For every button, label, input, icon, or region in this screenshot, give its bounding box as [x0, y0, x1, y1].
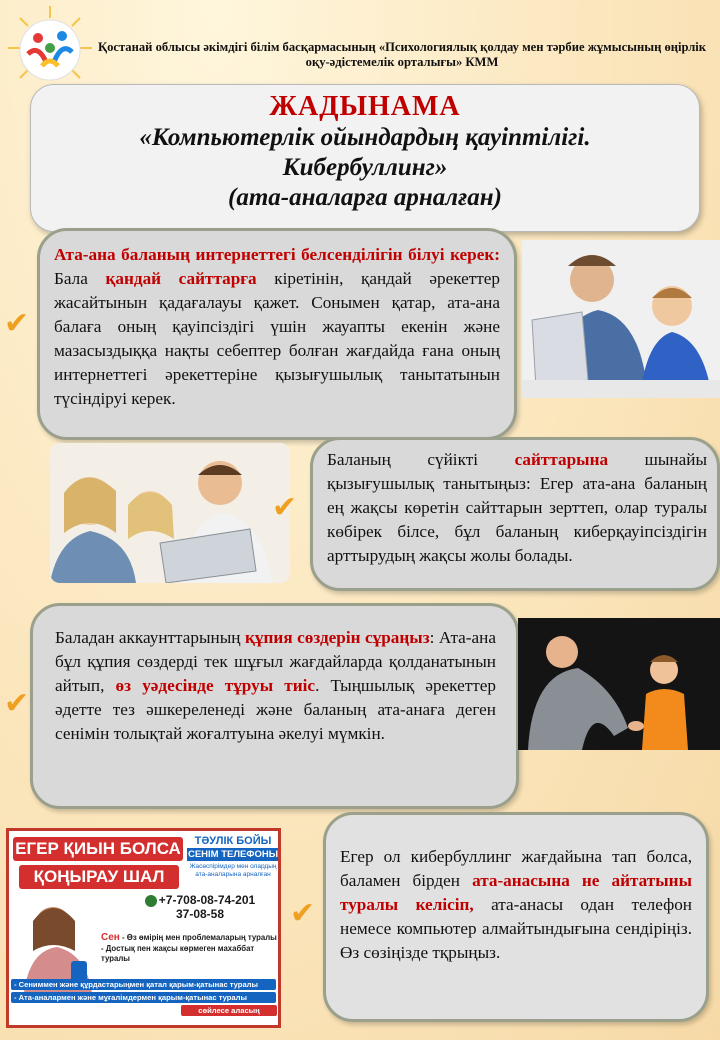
- hotline-banners: - Сениммен және құрдастарыңмен қатал қарым-қатынас туралы - Ата-аналармен және мұғалімдермен қарым-қатынас туралы сөйлесе аласың: [11, 977, 276, 1016]
- hotline-audience: Жасөспірімдер мен олардың ата-аналарына арналған: [189, 863, 277, 878]
- photo-family-laptop: [50, 443, 290, 583]
- tip-card-3: [30, 603, 519, 809]
- hotline-trust-phone: СЕНІМ ТЕЛЕФОНЫ: [187, 849, 279, 860]
- checkmark-icon: ✔: [272, 490, 298, 525]
- hotline-heading: ЕГЕР ҚИЫН БОЛСА: [13, 837, 183, 861]
- tip-card-2: [310, 437, 720, 591]
- tip-text-3: Баладан аккаунттарының құпия сөздерін сұраңыз: Ата-ана бұл құпия сөздерді тек шұғыл жағдайларда қолданатынын айтып, өз уәдесінде тұруы тиіс. Тыңшылық әрекеттер әдетте тез әшкереленеді және баланың ата-анаға деген сенімін толықтай жоғалтуына әкелуі мүмкін.: [55, 628, 496, 743]
- page-title: ЖАДЫНАМА: [269, 91, 461, 122]
- photo-father-son-handshake: [518, 618, 720, 750]
- subtitle-line2: Кибербуллинг»: [282, 154, 448, 181]
- tip-text-4: Егер ол кибербуллинг жағдайына тап болса, баламен бірден ата-анасына не айтатыны туралы келісіп, ата-анасы одан телефон немесе компьютер алмайтындығына сендіріңіз. Өз сөзіңізде тқрыңыз.: [340, 847, 692, 962]
- hotline-topics: Сен - Өз өмірің мен проблемаларың туралы - Достық пен жақсы көрмеген махаббат туралы: [101, 932, 277, 963]
- tip-text-2: Баланың сүйікті сайттарына шынайы қызығушылық танытыңыз: Егер ата-ана баланың ең жақсы көретін сайттарын зерттеп, олар туралы көбірек білсе, бұл баланың киберқауіпсіздігін арттырудың жақсы жолы болады.: [327, 450, 707, 565]
- hotline-poster: [6, 828, 281, 1028]
- checkmark-icon: ✔: [290, 896, 316, 931]
- hotline-mobile: +7-708-08-74-201: [158, 893, 256, 907]
- subtitle-line1: «Компьютерлік ойындардың қауіптілігі.: [139, 124, 591, 151]
- hotline-subheading: ҚОҢЫРАУ ШАЛ: [19, 865, 179, 889]
- hotline-24h: ТӘУЛІК БОЙЫ: [194, 835, 272, 847]
- checkmark-icon: ✔: [4, 306, 30, 341]
- audience-note: (ата-аналарға арналған): [228, 184, 502, 211]
- whatsapp-icon: [145, 895, 157, 907]
- title-card: [30, 84, 700, 232]
- hotline-phones: [125, 893, 275, 921]
- tip-card-1: [37, 228, 517, 440]
- tip-text-1: Ата-ана баланың интернеттегі белсенділігін білуі керек: Бала қандай сайттарға кіретінін, қандай әрекеттер жасайтынын қадағалауы қажет. Сонымен қатар, ата-ана балаға оның қауіпсіздігі үшін жауапты екенін және мазасыздыққа нақты себептер болған жағдайда ғана оның интернеттегі әрекеттеріне қызығушылық танытатынын түсіндіруі керек.: [54, 245, 500, 408]
- photo-father-son-laptop: [522, 240, 720, 398]
- checkmark-icon: ✔: [4, 686, 30, 721]
- organization-name: Қостанай облысы әкімдігі білім басқармасының «Психологиялық қолдау мен тәрбие жұмысының өңірлік оқу-әдістемелік орталығы» КММ: [97, 40, 707, 69]
- tip-card-4: [323, 812, 709, 1022]
- hotline-trust-block: [187, 835, 279, 879]
- organization-logo: [6, 4, 94, 92]
- hotline-landline: 37-08-58: [175, 907, 225, 921]
